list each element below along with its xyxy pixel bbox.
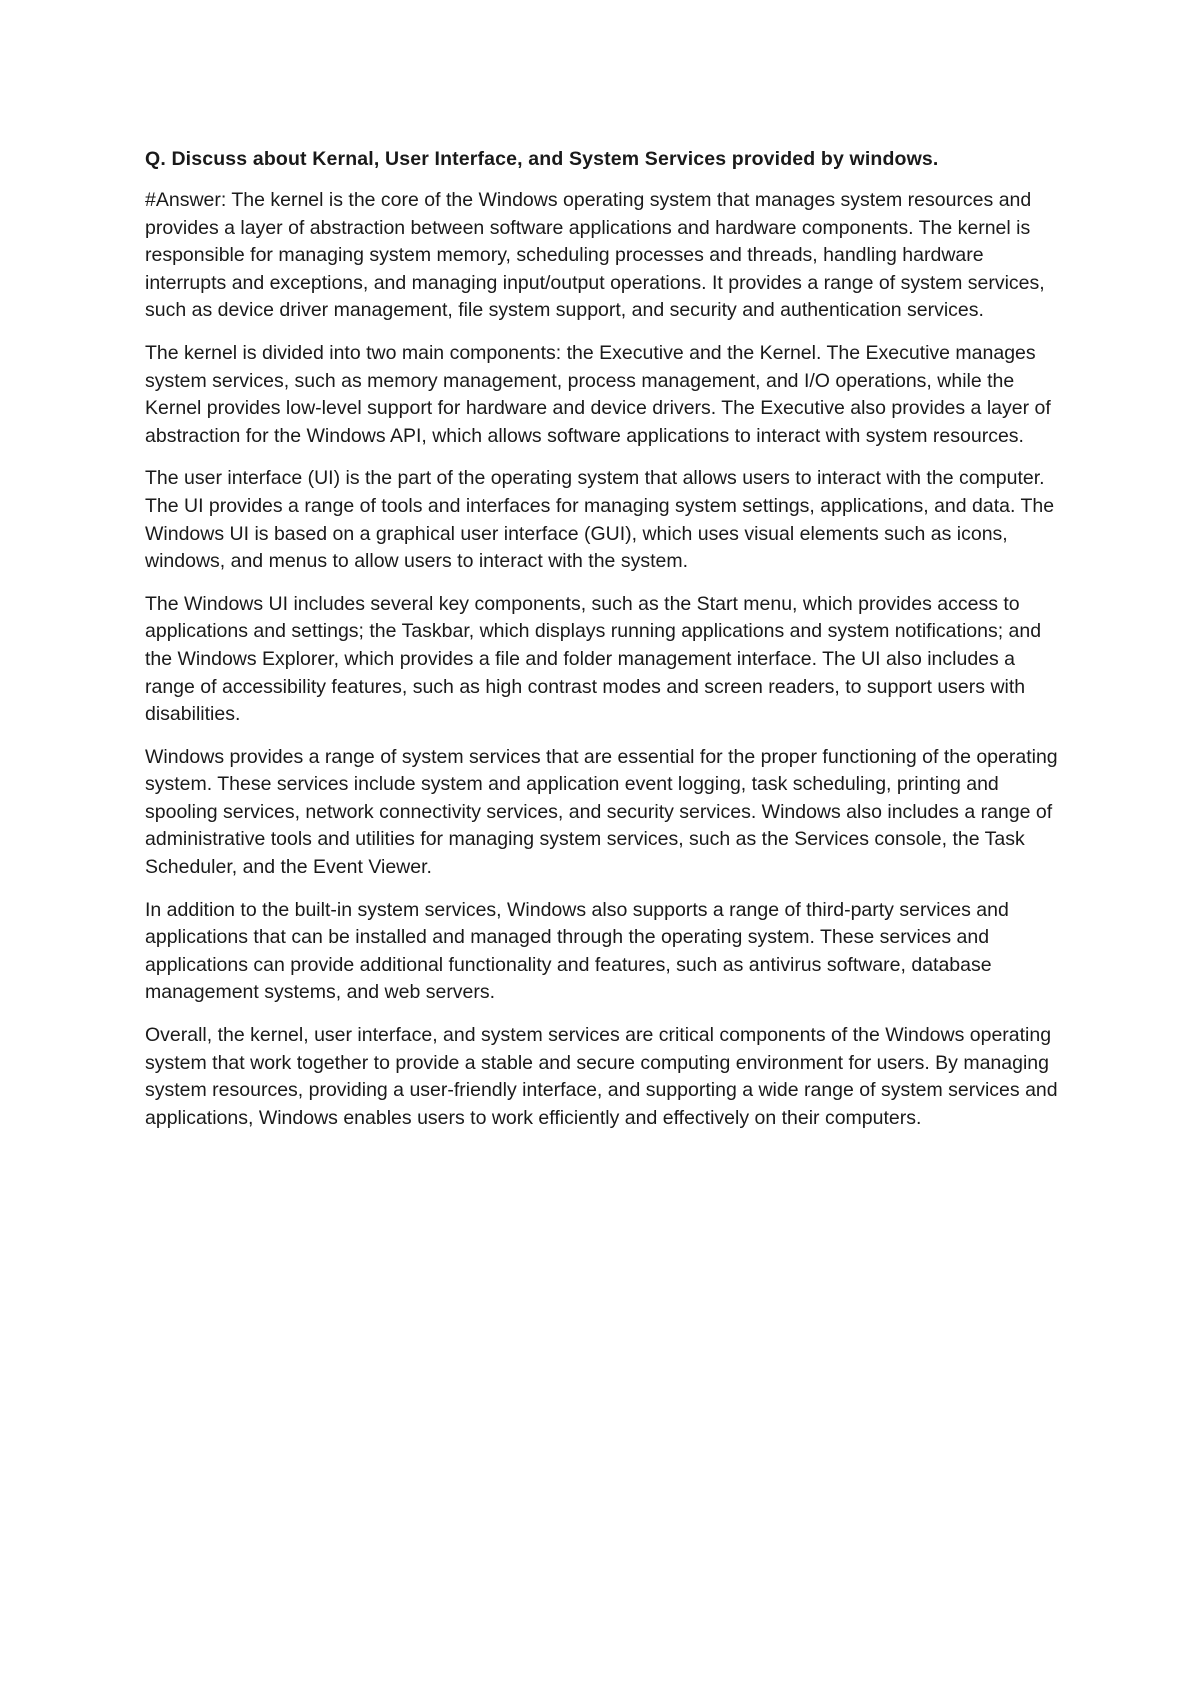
question-heading: Q. Discuss about Kernal, User Interface, and System Services provided by windows.	[145, 148, 939, 170]
paragraph-kernel-components: The kernel is divided into two main components: the Executive and the Kernel. The Executive manages system services, such as memory management, process management, and I/O operations, while the Kernel provides low-level support for hardware and device drivers. The Executive also provides a layer of abstraction for the Windows API, which allows software applications to interact with system resources.	[145, 341, 1051, 447]
document-body	[145, 145, 1065, 1147]
paragraph-ui-components: The Windows UI includes several key components, such as the Start menu, which provides access to applications and settings; the Taskbar, which displays running applications and system notifications; and the Windows Explorer, which provides a file and folder management interface. The UI also includes a range of accessibility features, such as high contrast modes and screen readers, to support users with disabilities.	[145, 592, 1042, 726]
paragraph-user-interface: The user interface (UI) is the part of the operating system that allows users to interact with the computer. The UI provides a range of tools and interfaces for managing system settings, applications, and data. The Windows UI is based on a graphical user interface (GUI), which uses visual elements such as icons, windows, and menus to allow users to interact with the system.	[145, 467, 1055, 573]
answer-paragraph-kernel: #Answer: The kernel is the core of the Windows operating system that manages system resources and provides a layer of abstraction between software applications and hardware components. The kernel is responsible for managing system memory, scheduling processes and threads, handling hardware interrupts and exceptions, and managing input/output operations. It provides a range of system services, such as device driver management, file system support, and security and authentication services.	[145, 189, 1045, 322]
paragraph-conclusion: Overall, the kernel, user interface, and system services are critical components of the Windows operating system that work together to provide a stable and secure computing environment for users. By managing system resources, providing a user-friendly interface, and supporting a wide range of system services and applications, Windows enables users to work efficiently and effectively on their computers.	[145, 1024, 1058, 1129]
paragraph-system-services: Windows provides a range of system services that are essential for the proper functioning of the operating system. These services include system and application event logging, task scheduling, printing and spooling services, network connectivity services, and security services. Windows also includes a range of administrative tools and utilities for managing system services, such as the Services console, the Task Scheduler, and the Event Viewer.	[145, 745, 1058, 879]
paragraph-third-party-services: In addition to the built-in system services, Windows also supports a range of third-party services and applications that can be installed and managed through the operating system. These services and applications can provide additional functionality and features, such as antivirus software, database management systems, and web servers.	[145, 898, 1009, 1004]
